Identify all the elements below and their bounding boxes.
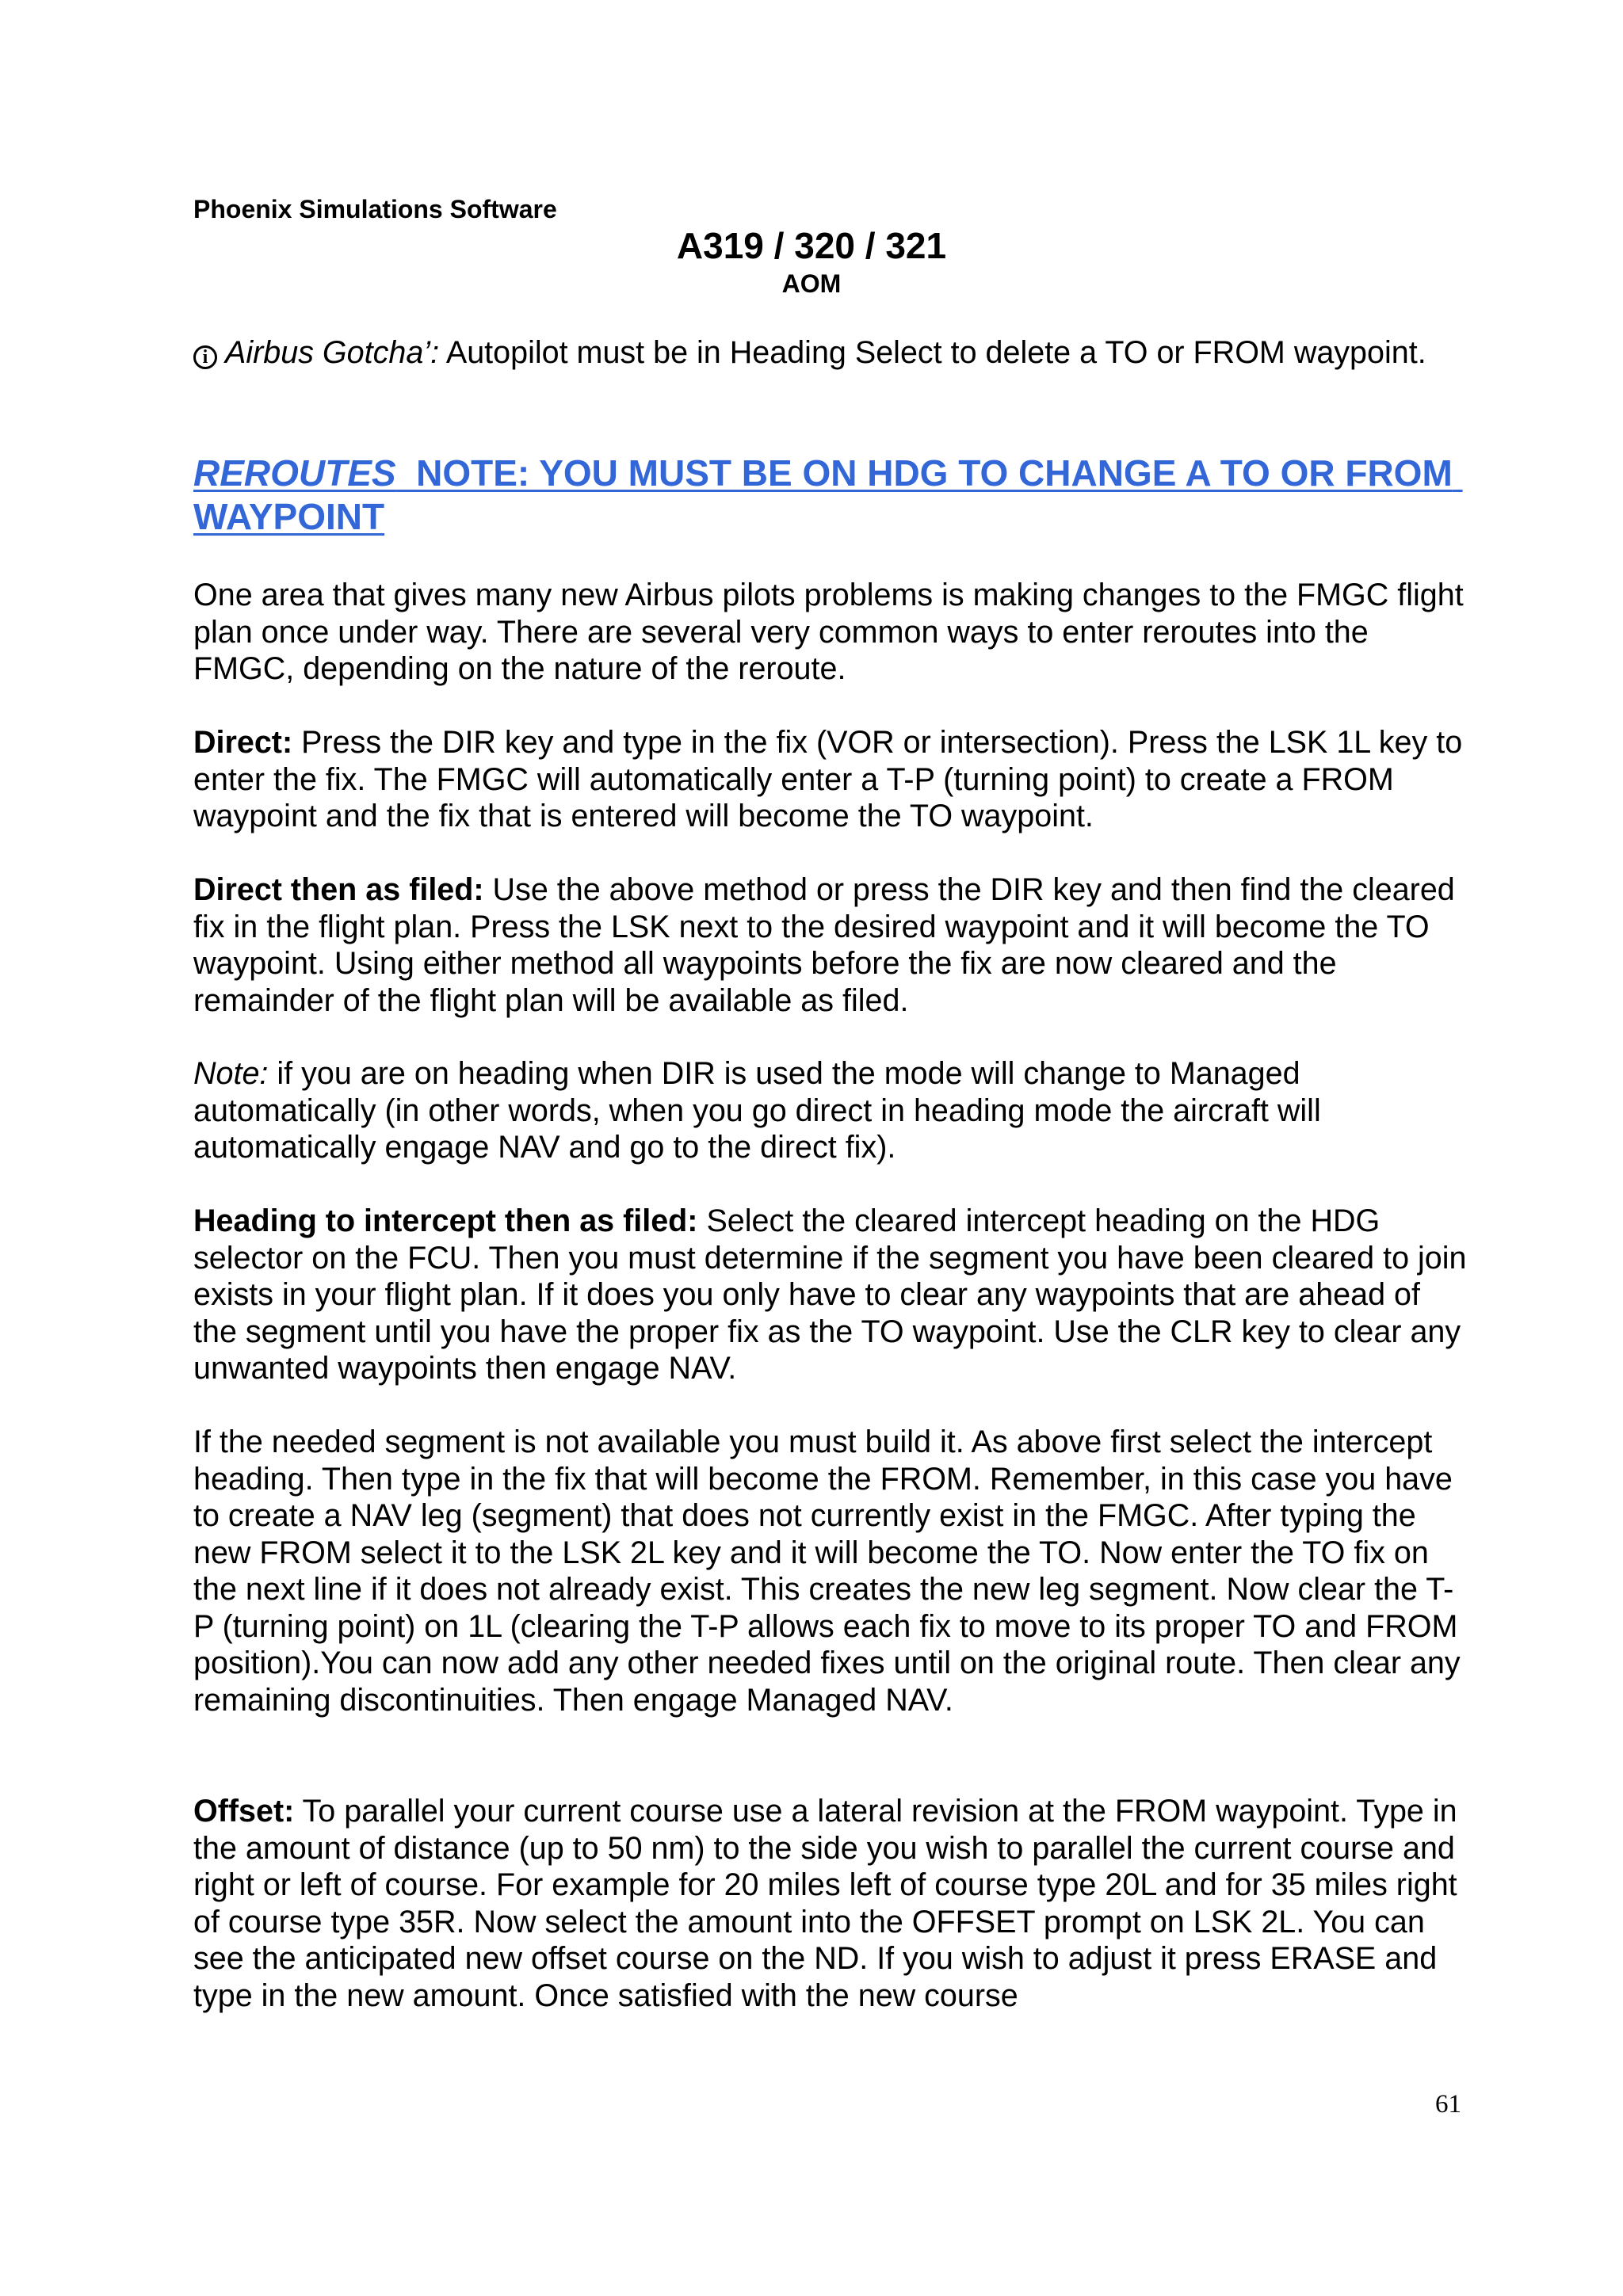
paragraph-direct [193,724,1469,835]
airbus-gotcha-note [193,334,1469,372]
gotcha-text: Autopilot must be in Heading Select to delete a TO or FROM waypoint. [439,335,1426,370]
paragraph-text: One area that gives many new Airbus pilots problems is making changes to the FMGC flight plan once under way. There are several very common ways to enter reroutes into the FMGC, depending on the nature of the reroute. [193,578,1464,686]
paragraph-text: Select the cleared intercept heading on the HDG selector on the FCU. Then you must determine if the segment you have been cleared to join exists in your flight plan. If it does you only have to clear any waypoints that are ahead of the segment until you have the proper fix as the TO waypoint. Use the CLR key to clear any unwanted waypoints then engage NAV. [193,1203,1467,1386]
section-heading-italic: REROUTES [193,452,396,494]
paragraph-text: If the needed segment is not available you must build it. As above first select the intercept heading. Then type in the fix that will become the FROM. Remember, in this case you have to create a NAV leg (segment) that does not currently exist in the FMGC. After typing the new FROM select it to the LSK 2L key and it will become the TO. Now enter the TO fix on the next line if it does not already exist. This creates the new leg segment. Now clear the T-P (turning point) on 1L (clearing the T-P allows each fix to move to its proper TO and FROM position).You can now add any other needed fixes until on the original route. Then clear any remaining discontinuities. Then engage Managed NAV. [193,1425,1461,1718]
page-number: 61 [1435,2090,1461,2119]
paragraph-note [193,1055,1469,1166]
paragraph-direct-then-as-filed [193,871,1469,1019]
paragraph-lead: Offset: [193,1794,295,1829]
paragraph-lead: Direct then as filed: [193,872,484,907]
section-heading [193,452,1477,539]
paragraph-build-segment [193,1424,1469,1718]
gotcha-label: Airbus Gotcha’: [225,335,440,370]
paragraph-text: Press the DIR key and type in the fix (VOR or intersection). Press the LSK 1L key to enter the fix. The FMGC will automatically enter a T-P (turning point) to create a FROM waypoint and the fix that is entered will become the TO waypoint. [193,725,1463,833]
company-name: Phoenix Simulations Software [193,195,557,223]
info-icon: i [193,345,217,369]
paragraph-heading-to-intercept [193,1203,1469,1387]
paragraph-lead: Heading to intercept then as filed: [193,1203,698,1238]
paragraph-lead: Note: [193,1056,269,1091]
paragraph-text: To parallel your current course use a lateral revision at the FROM waypoint. Type in the amount of distance (up to 50 nm) to the side you wish to parallel the current course and right or left of course. For example for 20 miles left of course type 20L and for 35 miles right of course type 35R. Now select the amount into the OFFSET prompt on LSK 2L. You can see the anticipated new offset course on the ND. If you wish to adjust it press ERASE and type in the new amount. Once satisfied with the new course [193,1794,1457,2013]
paragraph-offset [193,1793,1469,2014]
paragraph-text: if you are on heading when DIR is used the mode will change to Managed automatically (in other words, when you go direct in heading mode the aircraft will automatically engage NAV and go to the direct fix). [193,1056,1321,1165]
section-heading-rest: NOTE: YOU MUST BE ON HDG TO CHANGE A TO OR FROM WAYPOINT [193,452,1463,537]
paragraph-lead: Direct: [193,725,293,760]
paragraph-text: Use the above method or press the DIR key and then find the cleared fix in the flight plan. Press the LSK next to the desired waypoint and it will become the TO waypoint. Using either method all waypoints before the fix are now cleared and the remainder of the flight plan will be available as filed. [193,872,1455,1018]
paragraph-intro [193,577,1469,688]
document-title: A319 / 320 / 321 [676,225,947,266]
document-subtitle: AOM [781,269,842,298]
